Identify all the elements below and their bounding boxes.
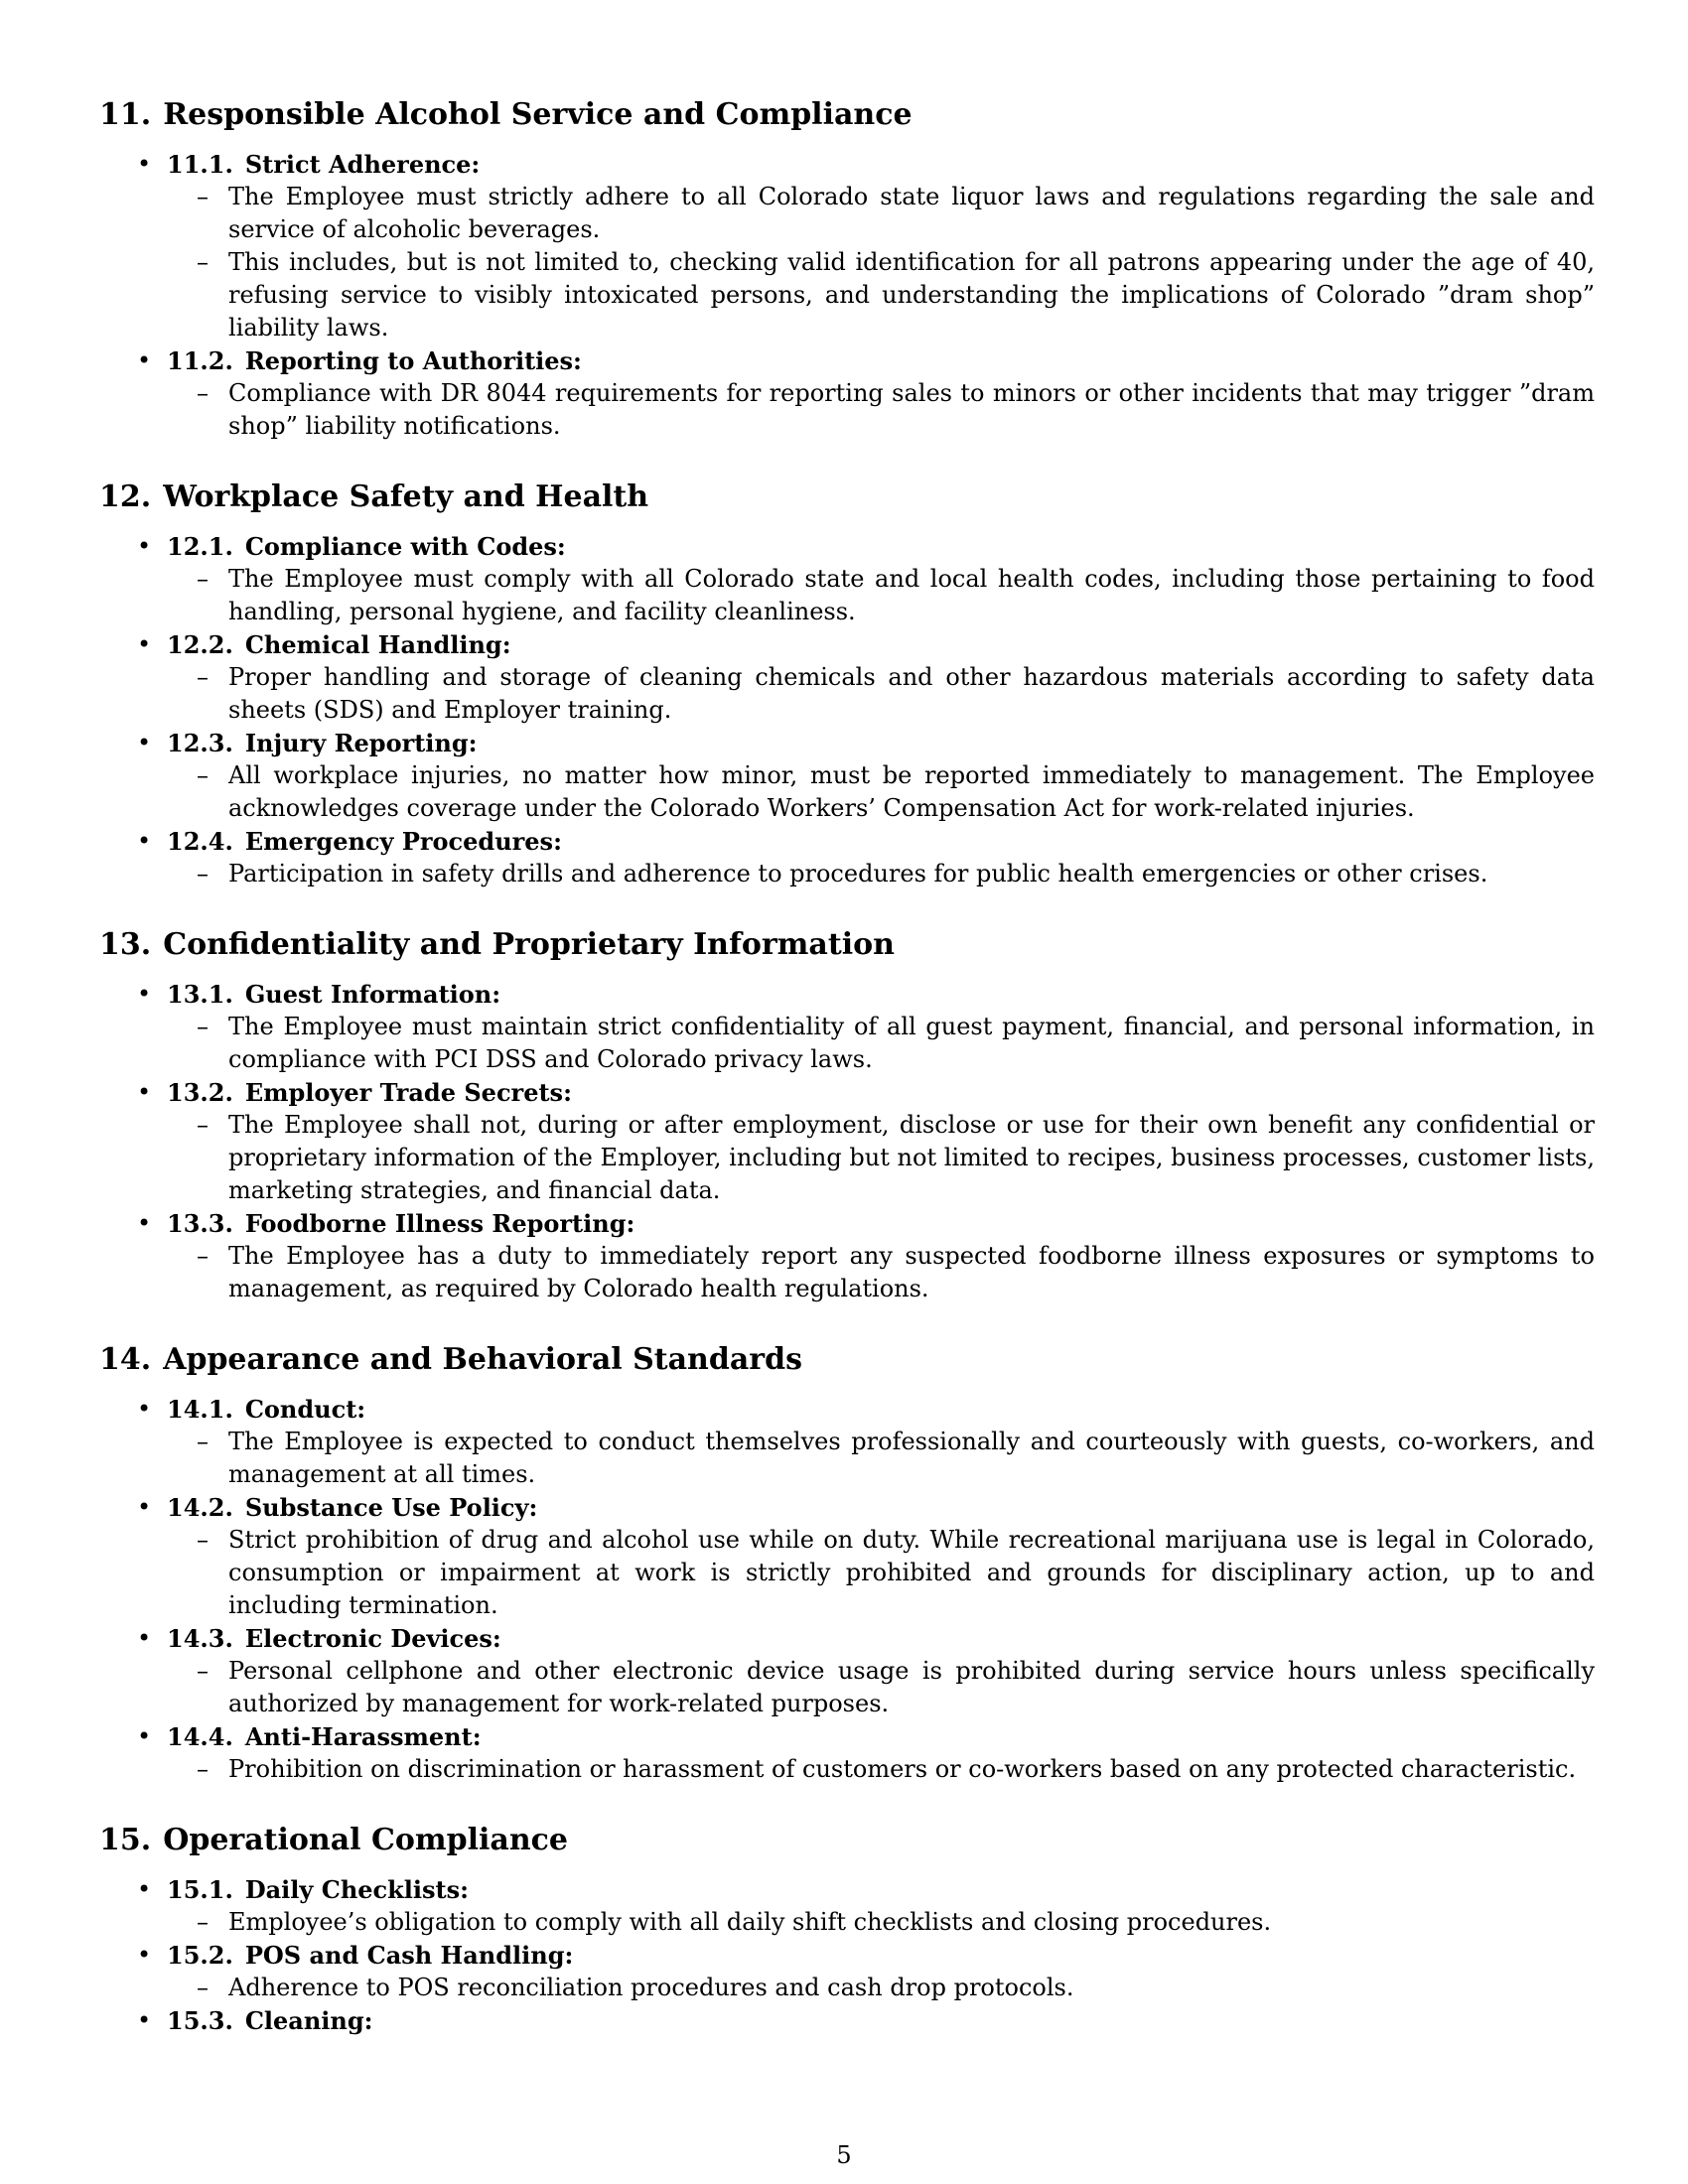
sub-list [167, 858, 1589, 890]
sub-item: – The Employee must strictly adhere to all Colorado state liquor laws and regulations regarding the sale and service of alcoholic beverages. [167, 181, 1595, 246]
item-title [167, 1622, 1589, 1655]
sub-list [167, 1011, 1595, 1076]
sub-item: – The Employee has a duty to immediately report any suspected foodborne illness exposures or symptoms to management, as required by Colorado health regulations. [167, 1240, 1595, 1305]
list-item [99, 727, 1595, 825]
section-14 [99, 1339, 1595, 1786]
section-title: Responsible Alcohol Service and Compliance [163, 97, 913, 132]
list-item [99, 825, 1589, 890]
sub-item: – Prohibition on discrimination or harassment of customers or co-workers based on any protected characteristic. [167, 1753, 1595, 1786]
item-number: 14.2. [167, 1493, 233, 1522]
sub-item: – This includes, but is not limited to, checking valid identification for all patrons appearing under the age of 40, refusing service to visibly intoxicated persons, and understanding the implications of Colorado ”dram shop” liability laws. [167, 246, 1595, 344]
sub-item: – The Employee shall not, during or after employment, disclose or use for their own benefit any confidential or proprietary information of the Employer, including but not limited to recipes, business processes, customer lists, marketing strategies, and financial data. [167, 1109, 1595, 1207]
item-label: Injury Reporting: [244, 729, 478, 757]
section-number: 13. [99, 927, 152, 962]
sub-list [167, 377, 1595, 443]
item-label: Foodborne Illness Reporting: [244, 1209, 635, 1238]
document-body [99, 94, 1595, 2071]
section-heading [99, 1820, 1589, 1861]
item-title [167, 825, 1589, 858]
section-number: 15. [99, 1823, 152, 1857]
list-item [99, 1720, 1589, 1786]
sub-item: – The Employee is expected to conduct themselves professionally and courteously with guests, co-workers, and management at all times. [167, 1426, 1595, 1491]
item-title [167, 978, 1589, 1011]
item-number: 11.1. [167, 150, 233, 179]
sub-item: – The Employee must maintain strict confidentiality of all guest payment, financial, and personal information, in compliance with PCI DSS and Colorado privacy laws. [167, 1011, 1595, 1076]
list-item [99, 628, 1595, 727]
item-number: 14.1. [167, 1395, 233, 1424]
item-list [99, 530, 1595, 890]
section-12 [99, 477, 1595, 890]
item-number: 15.3. [167, 2006, 233, 2035]
list-item [99, 1076, 1595, 1207]
item-number: 12.2. [167, 630, 233, 659]
item-label: Electronic Devices: [244, 1624, 501, 1653]
item-title [167, 1939, 1589, 1972]
item-number: 12.4. [167, 827, 233, 856]
item-label: Daily Checklists: [244, 1875, 469, 1904]
sub-item: – All workplace injuries, no matter how minor, must be reported immediately to management. The Employee acknowledges coverage under the Colorado Workers’ Compensation Act for work-related injuries. [167, 759, 1595, 825]
item-title [167, 628, 1589, 661]
list-item [99, 1873, 1589, 1939]
list-item [99, 1491, 1595, 1622]
sub-item: – Adherence to POS reconciliation procedures and cash drop protocols. [167, 1972, 1595, 2004]
sub-list [167, 1655, 1595, 1720]
list-item [99, 148, 1595, 344]
item-label: Anti-Harassment: [244, 1722, 482, 1751]
item-number: 13.3. [167, 1209, 233, 1238]
item-number: 14.3. [167, 1624, 233, 1653]
sub-list [167, 759, 1595, 825]
item-title [167, 344, 1589, 377]
item-label: POS and Cash Handling: [244, 1941, 574, 1970]
list-item [99, 530, 1595, 628]
section-number: 12. [99, 479, 152, 514]
section-title: Confidentiality and Proprietary Information [163, 927, 895, 962]
item-number: 13.2. [167, 1078, 233, 1107]
sub-item: – Compliance with DR 8044 requirements for reporting sales to minors or other incidents that may trigger ”dram shop” liability notifications. [167, 377, 1595, 443]
item-title [167, 1491, 1589, 1524]
sub-list [167, 1753, 1589, 1786]
item-label: Conduct: [244, 1395, 366, 1424]
list-item [99, 344, 1595, 443]
section-heading [99, 1339, 1589, 1381]
sub-item: – Employee’s obligation to comply with all daily shift checklists and closing procedures. [167, 1906, 1595, 1939]
sub-list [167, 563, 1595, 628]
sub-list [167, 1240, 1595, 1305]
item-number: 12.1. [167, 532, 233, 561]
sub-list [167, 1426, 1595, 1491]
item-label: Substance Use Policy: [244, 1493, 538, 1522]
item-label: Chemical Handling: [244, 630, 511, 659]
sub-list [167, 1109, 1595, 1207]
item-title [167, 1076, 1589, 1109]
item-title [167, 1873, 1589, 1906]
sub-item: – The Employee must comply with all Colorado state and local health codes, including those pertaining to food handling, personal hygiene, and facility cleanliness. [167, 563, 1595, 628]
section-11 [99, 94, 1595, 443]
section-heading [99, 924, 1589, 966]
section-15 [99, 1820, 1589, 2037]
item-number: 14.4. [167, 1722, 233, 1751]
sub-item: – Proper handling and storage of cleaning chemicals and other hazardous materials according to safety data sheets (SDS) and Employer training. [167, 661, 1595, 727]
sub-list [167, 1524, 1595, 1622]
list-item [99, 978, 1595, 1076]
item-title [167, 1720, 1589, 1753]
item-label: Compliance with Codes: [244, 532, 566, 561]
item-number: 15.1. [167, 1875, 233, 1904]
item-number: 15.2. [167, 1941, 233, 1970]
item-title [167, 1207, 1589, 1240]
item-list [99, 978, 1595, 1305]
list-item [99, 1622, 1595, 1720]
page-number: 5 [836, 2141, 852, 2169]
section-title: Operational Compliance [163, 1823, 569, 1857]
item-number: 11.2. [167, 346, 233, 375]
item-label: Cleaning: [244, 2006, 373, 2035]
item-label: Employer Trade Secrets: [244, 1078, 572, 1107]
sub-item: – Personal cellphone and other electronic device usage is prohibited during service hours unless specifically authorized by management for work-related purposes. [167, 1655, 1595, 1720]
section-title: Workplace Safety and Health [163, 479, 649, 514]
sub-list [167, 661, 1595, 727]
sub-list [167, 1972, 1589, 2004]
sub-list [167, 181, 1595, 344]
item-label: Strict Adherence: [244, 150, 481, 179]
section-title: Appearance and Behavioral Standards [163, 1342, 802, 1377]
item-title [167, 727, 1589, 759]
section-heading [99, 94, 1589, 136]
item-title [167, 148, 1589, 181]
item-title [167, 530, 1589, 563]
list-item [99, 1207, 1595, 1305]
item-label: Reporting to Authorities: [244, 346, 582, 375]
item-title [167, 1393, 1589, 1426]
sub-item: – Strict prohibition of drug and alcohol use while on duty. While recreational marijuana use is legal in Colorado, consumption or impairment at work is strictly prohibited and grounds for disciplinary action, up to and including termination. [167, 1524, 1595, 1622]
list-item [99, 1393, 1595, 1491]
item-list [99, 1393, 1595, 1786]
section-number: 14. [99, 1342, 152, 1377]
item-number: 12.3. [167, 729, 233, 757]
item-list [99, 148, 1595, 443]
item-label: Emergency Procedures: [244, 827, 562, 856]
item-number: 13.1. [167, 980, 233, 1009]
section-number: 11. [99, 97, 152, 132]
list-item [99, 1939, 1589, 2004]
section-13 [99, 924, 1595, 1305]
section-heading [99, 477, 1589, 518]
list-item [99, 2004, 1589, 2037]
item-label: Guest Information: [244, 980, 501, 1009]
item-list [99, 1873, 1589, 2037]
item-title [167, 2004, 1589, 2037]
sub-item: – Participation in safety drills and adherence to procedures for public health emergencies or other crises. [167, 858, 1595, 890]
sub-list [167, 1906, 1589, 1939]
